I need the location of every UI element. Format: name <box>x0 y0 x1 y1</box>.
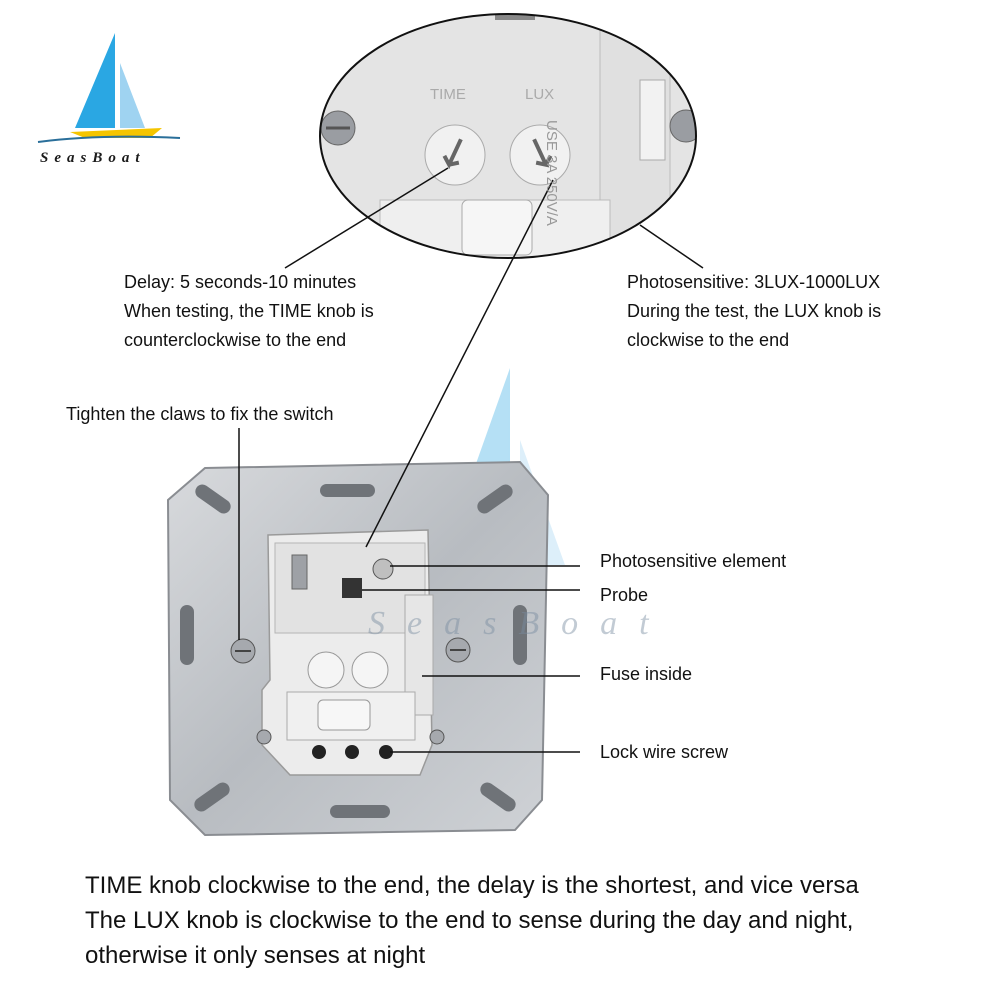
zoom-fuse-rating: USE 3A 250V/A <box>543 120 560 226</box>
probe-icon <box>342 578 362 598</box>
lock-screw-callout: Lock wire screw <box>600 742 729 762</box>
photosensitive-line-2: During the test, the LUX knob is <box>627 301 882 321</box>
watermark-text: SeasBoat <box>368 605 671 642</box>
probe-callout: Probe <box>600 585 649 605</box>
plate-slot <box>320 484 375 497</box>
usage-notes <box>85 868 859 973</box>
photo-element-icon <box>373 559 393 579</box>
photosensitive-line-1: Photosensitive: 3LUX-1000LUX <box>627 272 881 292</box>
delay-line-3: counterclockwise to the end <box>124 330 347 350</box>
delay-line-2: When testing, the TIME knob is <box>124 301 374 321</box>
time-knob <box>308 652 344 688</box>
photosensitive-line-3: clockwise to the end <box>627 330 790 350</box>
lux-knob <box>352 652 388 688</box>
wire-screw-icon <box>312 745 326 759</box>
fuse-callout: Fuse inside <box>600 664 693 684</box>
wire-screw-icon <box>345 745 359 759</box>
plate-slot <box>330 805 390 818</box>
brand-name: SeasBoat <box>40 150 146 166</box>
zoom-lux-label: LUX <box>525 86 555 103</box>
corner-screw-icon <box>430 730 444 744</box>
zoom-time-label: TIME <box>430 86 466 103</box>
corner-screw-icon <box>257 730 271 744</box>
photosensitive-callout <box>627 268 881 355</box>
zoom-view <box>320 10 702 270</box>
plate-slot <box>180 605 194 665</box>
note-line-3: otherwise it only senses at night <box>85 942 426 969</box>
claws-callout: Tighten the claws to fix the switch <box>66 404 334 424</box>
photo-leader-line <box>640 225 703 268</box>
note-line-2: The LUX knob is clockwise to the end to sense during the day and night, <box>85 907 854 934</box>
photo-element-callout: Photosensitive element <box>600 551 787 571</box>
delay-callout <box>124 268 374 355</box>
delay-line-1: Delay: 5 seconds-10 minutes <box>124 272 357 292</box>
note-line-1: TIME knob clockwise to the end, the delay is the shortest, and vice versa <box>85 872 859 899</box>
zoom-screw-right-icon <box>670 110 702 142</box>
